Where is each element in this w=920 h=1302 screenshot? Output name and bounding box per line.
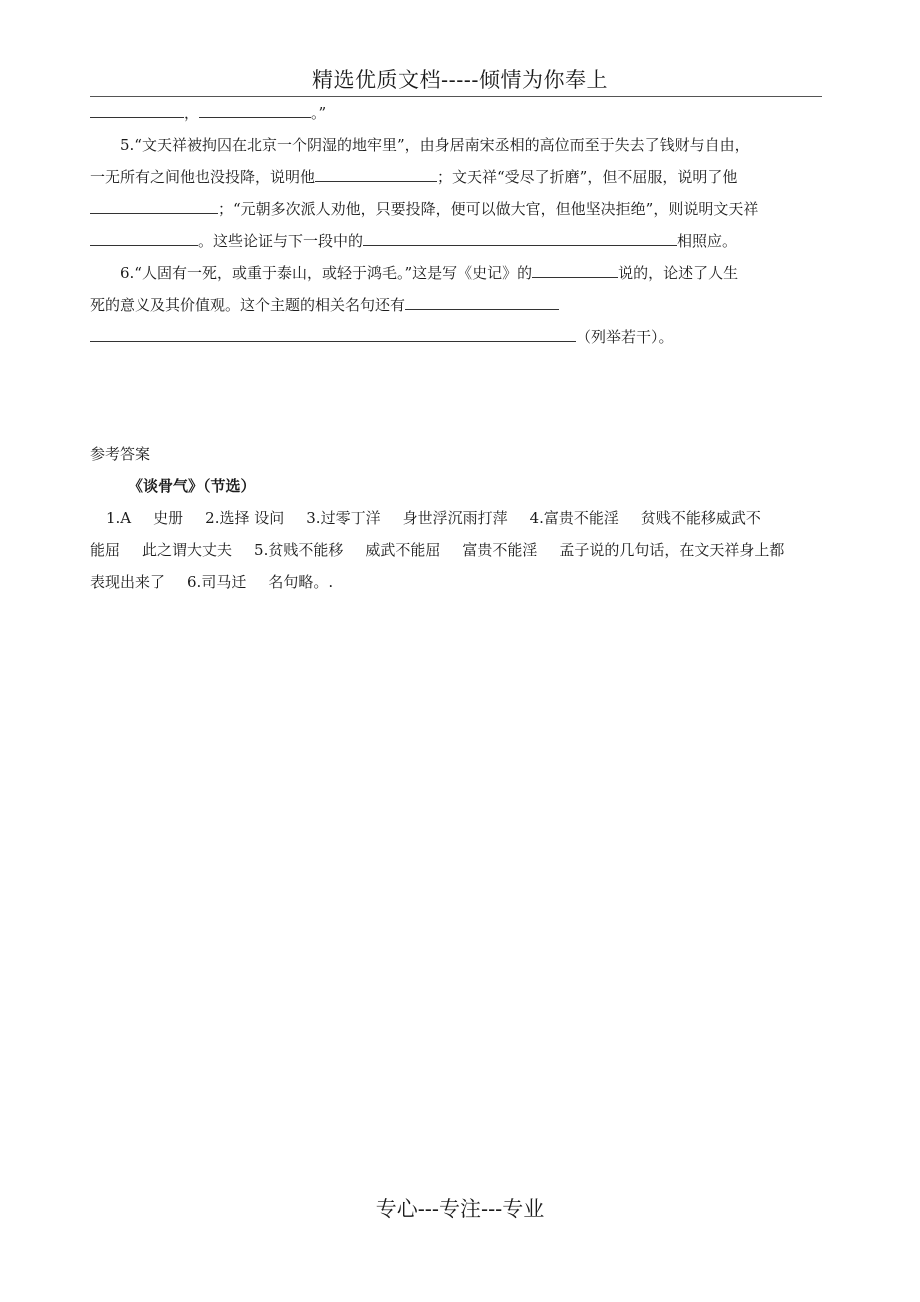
q6-text: 说的，论述了人生	[618, 264, 739, 282]
answer-blank[interactable]	[532, 257, 618, 278]
answer-blank[interactable]	[199, 97, 311, 118]
answer-item: 名句略。.	[268, 573, 334, 591]
answer-item: 2.选择 设问	[205, 509, 285, 527]
page-footer: 专心---专注---专业	[375, 1197, 545, 1221]
answer-title: 《谈骨气》（节选）	[128, 477, 256, 495]
q5-text: 相照应。	[677, 232, 738, 250]
answer-blank[interactable]	[405, 289, 559, 310]
answer-blank[interactable]	[90, 97, 184, 118]
answer-line-2	[90, 534, 822, 566]
answer-line-1	[90, 502, 822, 534]
q6-line-2	[90, 289, 822, 321]
answer-blank[interactable]	[90, 321, 576, 342]
answer-item: 能屈	[90, 541, 121, 559]
question-section	[90, 97, 822, 353]
answer-item: 5.贫贱不能移	[254, 541, 344, 559]
answer-heading: 参考答案	[90, 445, 151, 463]
q4-separator: ，	[184, 104, 200, 122]
q5-text: 。这些论证与下一段中的	[198, 232, 364, 250]
answer-blank[interactable]	[90, 225, 198, 246]
q4-end: 。”	[311, 104, 327, 122]
q5-text: ；“元朝多次派人劝他，只要投降，便可以做大官，但他坚决拒绝”，则说明文天祥	[218, 200, 759, 218]
answer-item: 4.富贵不能淫	[529, 509, 619, 527]
answer-item: 富贵不能淫	[462, 541, 538, 559]
answer-line-3	[90, 566, 822, 598]
q6-text: （列举若干）。	[576, 328, 674, 346]
answer-item: 史册	[153, 509, 184, 527]
answer-blank[interactable]	[363, 225, 677, 246]
answer-item: 1.A	[106, 509, 132, 527]
q6-line-1	[90, 257, 822, 289]
answer-item: 此之谓大丈夫	[142, 541, 233, 559]
q5-line-3	[90, 193, 822, 225]
page-header: 精选优质文档-----倾情为你奉上	[312, 68, 608, 92]
answer-item: 身世浮沉雨打萍	[402, 509, 508, 527]
answer-section	[90, 438, 822, 598]
q6-text: 死的意义及其价值观。这个主题的相关名句还有	[90, 296, 406, 314]
q4-tail-line	[90, 97, 822, 129]
answer-item: 表现出来了	[90, 573, 166, 591]
answer-blank[interactable]	[315, 161, 437, 182]
q5-line-4	[90, 225, 822, 257]
q5-text: 5.“文天祥被拘囚在北京一个阴湿的地牢里”，由身居南宋丞相的高位而至于失去了钱财与自由，	[120, 136, 750, 154]
q5-line-1	[90, 129, 822, 161]
answer-blank[interactable]	[90, 193, 218, 214]
answer-item: 贫贱不能移威武不	[640, 509, 761, 527]
q5-text: 一无所有之间他也没投降，说明他	[90, 168, 316, 186]
answer-item: 6.司马迁	[187, 573, 247, 591]
q6-line-3	[90, 321, 822, 353]
answer-item: 威武不能屈	[365, 541, 441, 559]
q6-text: 6.“人固有一死，或重于泰山，或轻于鸿毛。”这是写《史记》的	[120, 264, 533, 282]
answer-item: 3.过零丁洋	[306, 509, 381, 527]
answer-item: 孟子说的几句话，在文天祥身上都	[559, 541, 785, 559]
q5-line-2	[90, 161, 822, 193]
q5-text: ；文天祥“受尽了折磨”，但不屈服，说明了他	[437, 168, 738, 186]
